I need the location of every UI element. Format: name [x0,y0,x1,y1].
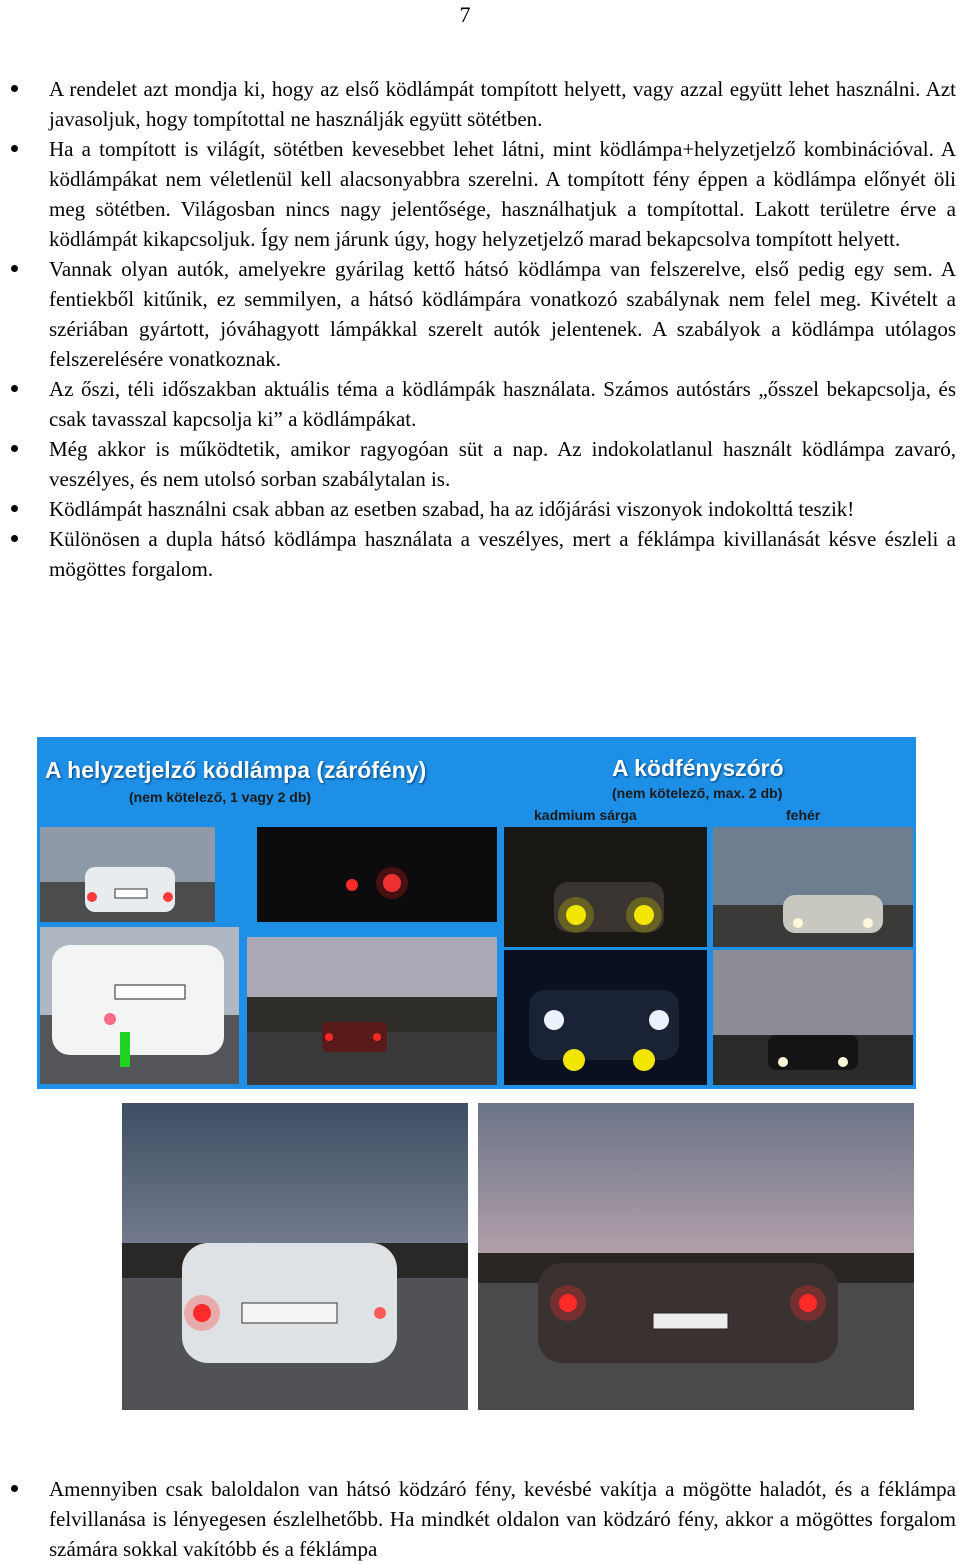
bullet-item: Az őszi, téli időszakban aktuális téma a ködlámpák használata. Számos autóstárs „ősszel bekapcsolja, és csak tavasszal kapcsolja ki” a ködlámpákat. [0,374,960,434]
photo-rear-car-daylight [40,827,215,922]
bottom-bullet-list [0,1474,960,1564]
bullet-item: A rendelet azt mondja ki, hogy az első ködlámpát tompított helyett, vagy azzal együtt lehet használni. Azt javasoljuk, hogy tompítottal ne használják együtt sötétben. [0,74,960,134]
photo-yellow-fog-lights [504,827,707,947]
right-panel-subtitle: (nem kötelező, max. 2 db) [612,785,783,801]
photo-white-fog-lights [713,827,913,947]
photo-single-rear-fog [40,927,239,1084]
photo-double-fog-lamp-car [478,1103,914,1410]
bullet-item: Amennyiben csak baloldalon van hátsó ködzáró fény, kevésbé vakítja a mögötte haladót, és a féklámpa felvillanása is lényegesen észlelhetőbb. Ha mindkét oldalon van ködzáró fény, akkor a mögöttes forgalom számára sokkal vakítóbb és a féklámpa [0,1474,960,1564]
left-panel-subtitle: (nem kötelező, 1 vagy 2 db) [129,789,312,805]
bullet-item: Még akkor is működtetik, amikor ragyogóan süt a nap. Az indokolatlanul használt ködlámpa zavaró, veszélyes, és nem utolsó sorban szabálytalan is. [0,434,960,494]
white-label: fehér [786,807,821,823]
blue-info-panel [37,737,916,1089]
yellow-label: kadmium sárga [534,807,637,823]
bullet-list [0,74,960,584]
right-panel-title: A ködfényszóró [612,755,784,781]
photo-dusk-red-car [247,937,497,1085]
photo-night-headlights [504,950,707,1085]
green-marker-bar [120,1032,130,1067]
bullet-item: Ha a tompított is világít, sötétben kevesebbet lehet látni, mint ködlámpa+helyzetjelző kombinációval. A ködlámpákat nem véletlenül kell alacsonyabbra szerelni. A tompított fény éppen a ködlámpa előnyét öli meg sötétben. Világosban nincs nagy jelentősége, használhatjuk a tompítottal. Lakott területre érve a ködlámpát kikapcsoljuk. Így nem járunk úgy, hogy helyzetjelző marad bekapcsolva tompított helyett. [0,134,960,254]
bullet-item: Ködlámpát használni csak abban az esetben szabad, ha az időjárási viszonyok indokolttá teszik! [0,494,960,524]
bullet-item: Vannak olyan autók, amelyekre gyárilag kettő hátsó ködlámpa van felszerelve, első pedig egy sem. A fentiekből kitűnik, ez semmilyen, a hátsó ködlámpára vonatkozó szabálynak nem felel meg. Kivételt a szériában gyártott, jóváhagyott lámpákkal szerelt autók jelentenek. A szabályok a ködlámpa utólagos felszerelésére vonatkoznak. [0,254,960,374]
photo-single-fog-lamp-car [122,1103,468,1410]
fog-lamp-figure [37,737,916,1410]
photo-dusk-front-fog [713,950,913,1085]
page-number: 7 [459,2,471,27]
bullet-item: Különösen a dupla hátsó ködlámpa használata a veszélyes, mert a féklámpa kivillanását késve észleli a mögöttes forgalom. [0,524,960,584]
photo-night-rear-fog [257,827,497,922]
left-panel-title: A helyzetjelző ködlámpa (zárófény) [45,757,427,783]
